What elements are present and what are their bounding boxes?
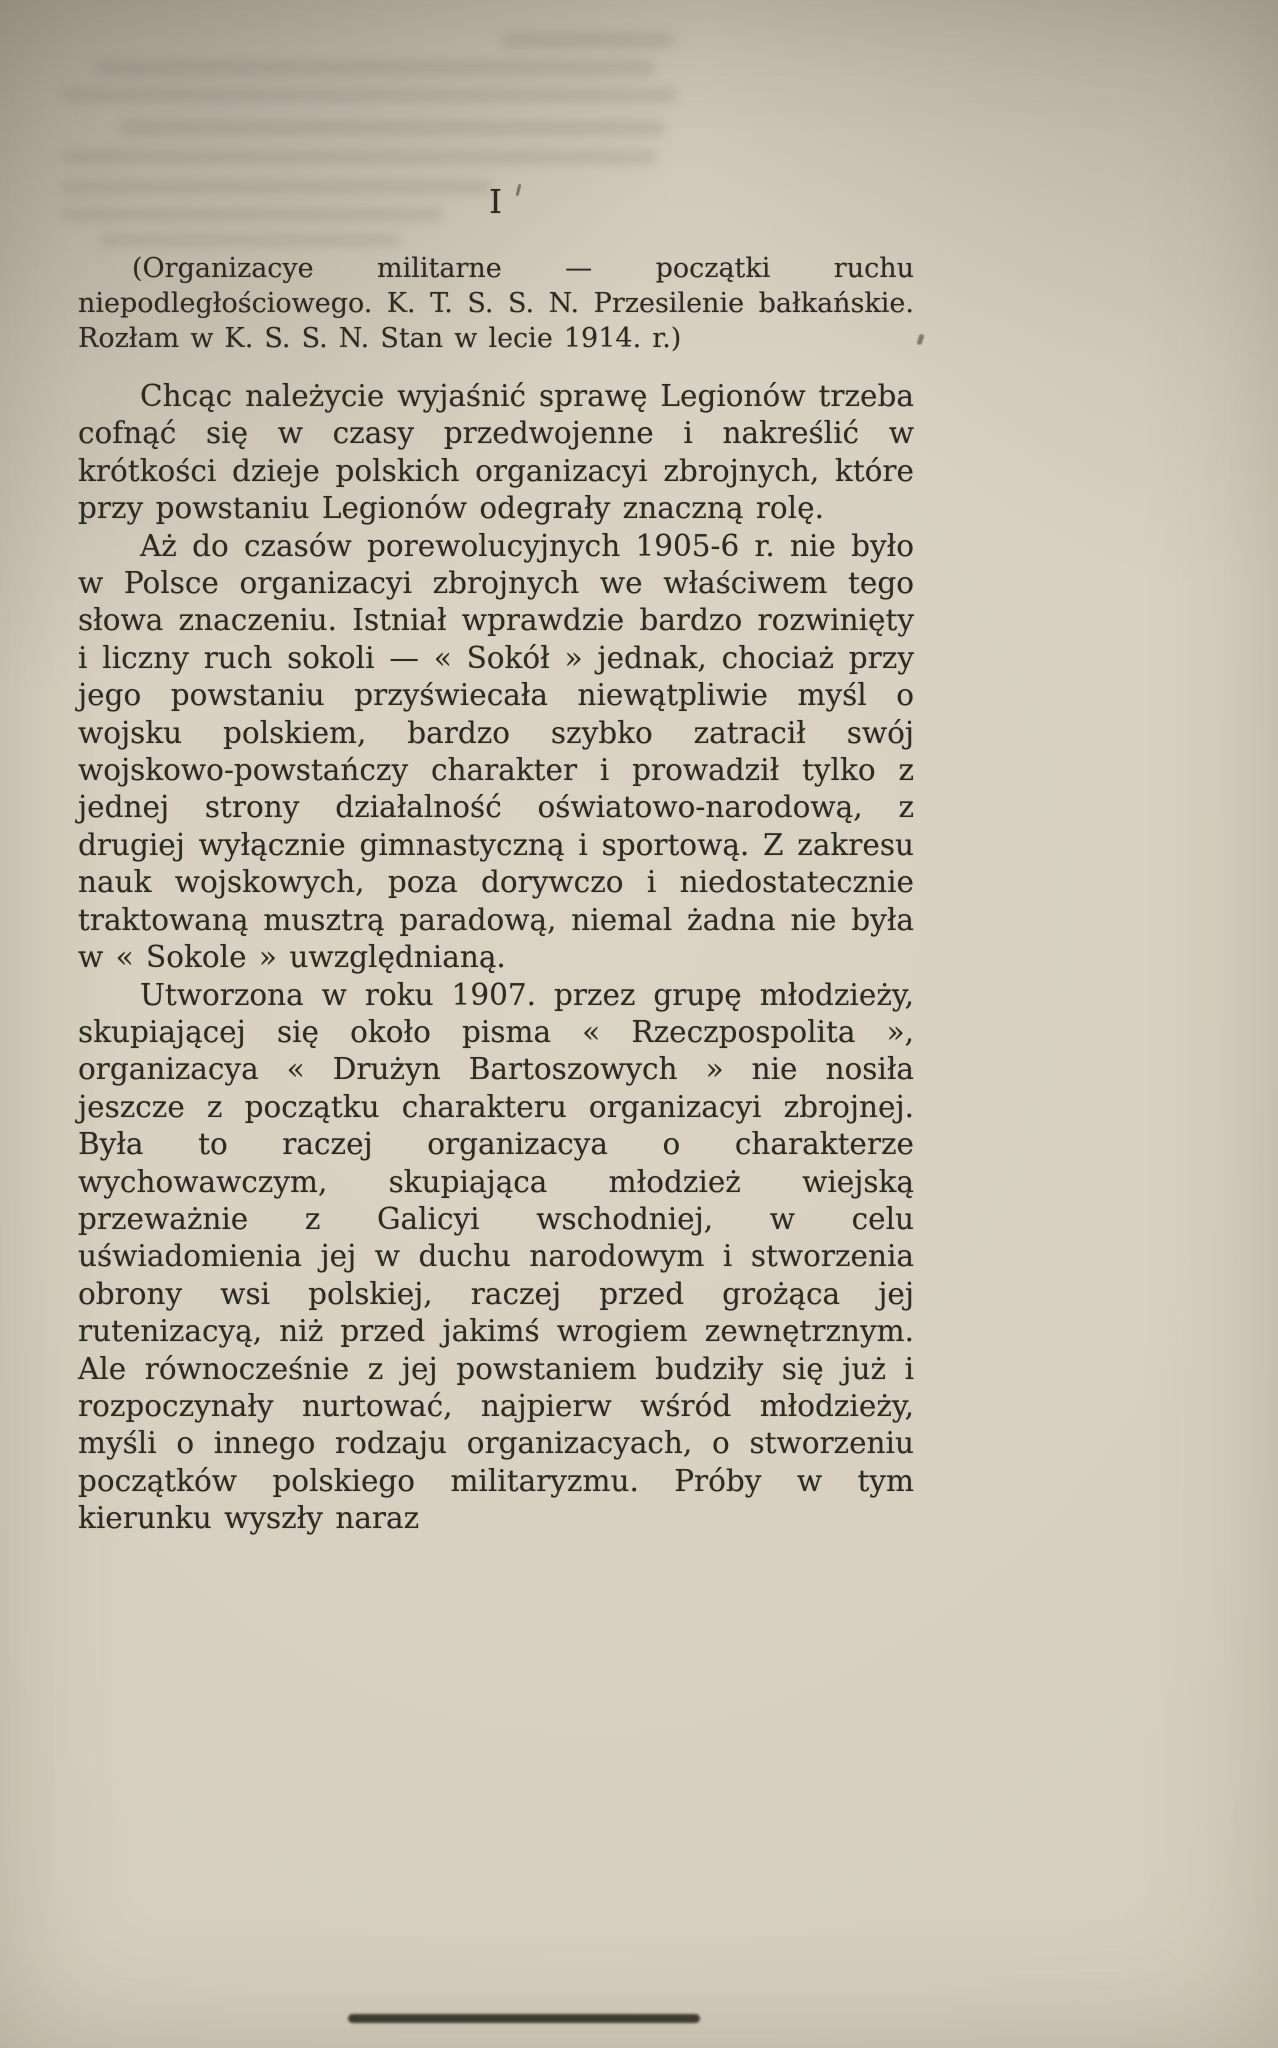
ink-speck-artifact xyxy=(916,333,924,345)
chapter-summary: (Organizacye militarne — początki ruchu niepodległościowego. K. T. S. S. N. Przesilenie bałkańskie. Rozłam w K. S. S. N. Stan w lecie 1914. r.) xyxy=(78,253,914,354)
bleed-line xyxy=(120,120,665,136)
bleed-line xyxy=(500,32,675,48)
bleed-line xyxy=(62,88,677,102)
chapter-heading xyxy=(78,182,914,221)
page-text-block xyxy=(78,182,914,1538)
body-paragraph: Utworzona w roku 1907. przez grupę młodzieży, skupiającej się około pisma « Rzeczpospolita », organizacya « Drużyn Bartoszowych » nie nosiła jeszcze z początku charakteru organizacyi zbrojnej. Była to raczej organizacya o charakterze wychowawczym, skupiająca młodzież wiejską przeważnie z Galicyi wschodniej, w celu uświadomienia jej w duchu narodowym i stworzenia obrony wsi polskiej, raczej przed grożąca jej rutenizacyą, niż przed jakimś wrogiem zewnętrznym. Ale równocześnie z jej powstaniem budziły się już i rozpoczynały nurtować, najpierw wśród młodzieży, myśli o innego rodzaju organizacyach, o stworzeniu początków polskiego militaryzmu. Próby w tym kierunku wyszły naraz xyxy=(78,977,914,1536)
bleed-line xyxy=(95,60,655,76)
binding-shadow-mark xyxy=(348,2014,700,2023)
print-tick-artifact xyxy=(516,184,522,196)
body-paragraph: Chcąc należycie wyjaśnić sprawę Legionów trzeba cofnąć się w czasy przedwojenne i nakreślić w krótkości dzieje polskich organizacyi zbrojnych, które przy powstaniu Legionów odegrały znaczną rolę. xyxy=(78,379,914,526)
bleed-line xyxy=(62,150,657,164)
chapter-number: I xyxy=(488,182,504,221)
body-paragraph: Aż do czasów porewolucyjnych 1905-6 r. nie było w Polsce organizacyi zbrojnych we właściwem tego słowa znaczeniu. Istniał wprawdzie bardzo rozwinięty i liczny ruch sokoli — « Sokół » jednak, chociaż przy jego powstaniu przyświecała niewątpliwie myśl o wojsku polskiem, bardzo szybko zatracił swój wojskowo-powstańczy charakter i prowadził tylko z jednej strony działalność oświatowo-narodową, z drugiej wyłącznie gimnastyczną i sportową. Z zakresu nauk wojskowych, poza dorywczo i niedostatecznie traktowaną musztrą paradową, niemal żadna nie była w « Sokole » uwzględnianą. xyxy=(78,528,914,975)
